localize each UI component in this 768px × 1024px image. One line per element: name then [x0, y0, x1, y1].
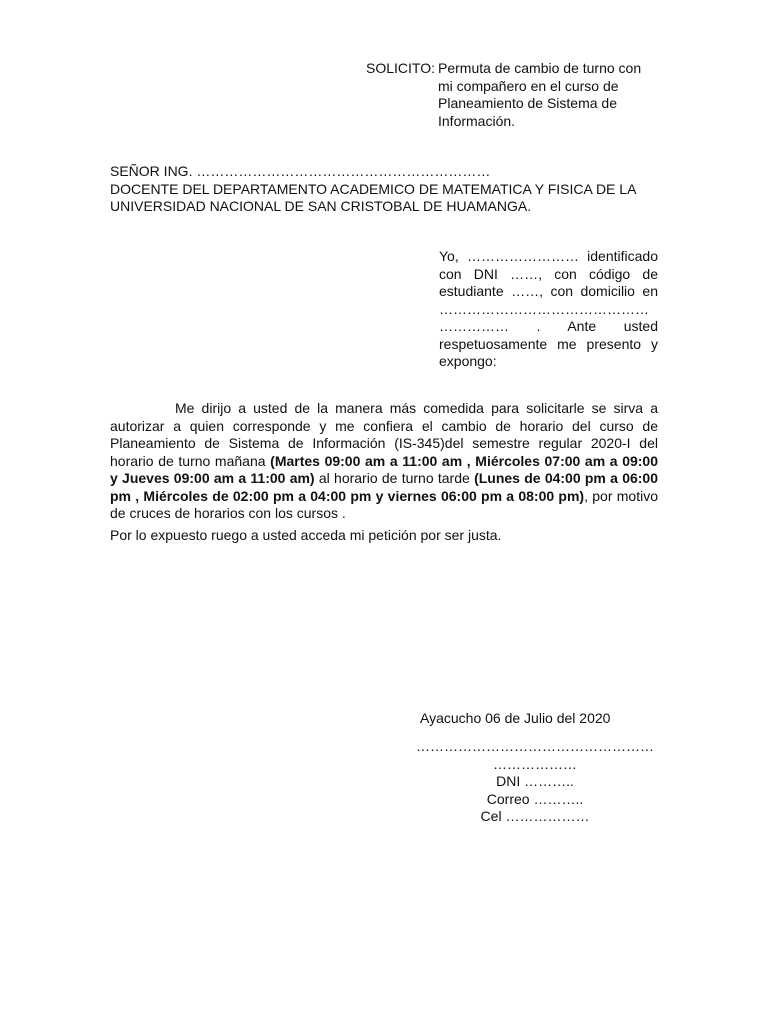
subject-line: Permuta de cambio de turno con — [438, 60, 642, 76]
subject-text — [438, 60, 641, 130]
subject-line: Información. — [438, 112, 516, 129]
signature-email: Correo ……….. — [486, 790, 584, 807]
subject-line: Planeamiento de Sistema de — [438, 95, 617, 111]
signature-name-line: ……………… — [493, 755, 577, 772]
signature-line: …………………………………………… — [416, 738, 654, 754]
request-text: , por motivo de cruces de horarios con los cursos . — [110, 487, 658, 521]
signature-phone: Cel ……………… — [480, 808, 590, 824]
recipient-block — [110, 163, 670, 216]
subject-label: SOLICITO: — [366, 60, 435, 76]
signature-block — [410, 738, 660, 826]
morning-schedule: (Martes 09:00 am a 11:00 am , Miércoles 07:00 am a 09:00 y Jueves 09:00 am a 11:00 am) — [110, 452, 658, 486]
closing-paragraph: Por lo expuesto ruego a usted acceda mi petición por ser justa. — [110, 527, 502, 543]
request-paragraph — [110, 400, 658, 523]
signature-dni: DNI ……….. — [496, 773, 574, 789]
request-text: Me dirijo a usted de la manera más comedida para solicitarle se sirva a autorizar a quien corresponde y me confiera el cambio de horario del curso de Planeamiento de Sistema de Información (IS-345)del semestre regular 2020-I del horario de turno mañana — [110, 400, 658, 469]
recipient-name: SEÑOR ING. ……………………………………………………… — [110, 163, 491, 179]
subject-block — [366, 60, 666, 130]
recipient-department: DOCENTE DEL DEPARTAMENTO ACADEMICO DE MATEMATICA Y FISICA DE LA — [110, 180, 637, 197]
request-text: al horario de turno tarde — [314, 470, 475, 486]
subject-line: mi compañero en el curso de — [438, 77, 619, 94]
presentation-paragraph: Yo, …………………… identificado con DNI ……, con código de estudiante ……, con domicilio en ……………………………………… …………… . Ante usted respetuosamente me presento y expongo: — [439, 248, 658, 369]
afternoon-schedule: (Lunes de 04:00 pm a 06:00 pm , Miércoles de 02:00 pm a 04:00 pm y viernes 06:00 pm a 08:00 pm) — [110, 470, 658, 504]
date-line: Ayacucho 06 de Julio del 2020 — [420, 710, 611, 726]
recipient-university: UNIVERSIDAD NACIONAL DE SAN CRISTOBAL DE HUAMANGA. — [110, 198, 532, 214]
